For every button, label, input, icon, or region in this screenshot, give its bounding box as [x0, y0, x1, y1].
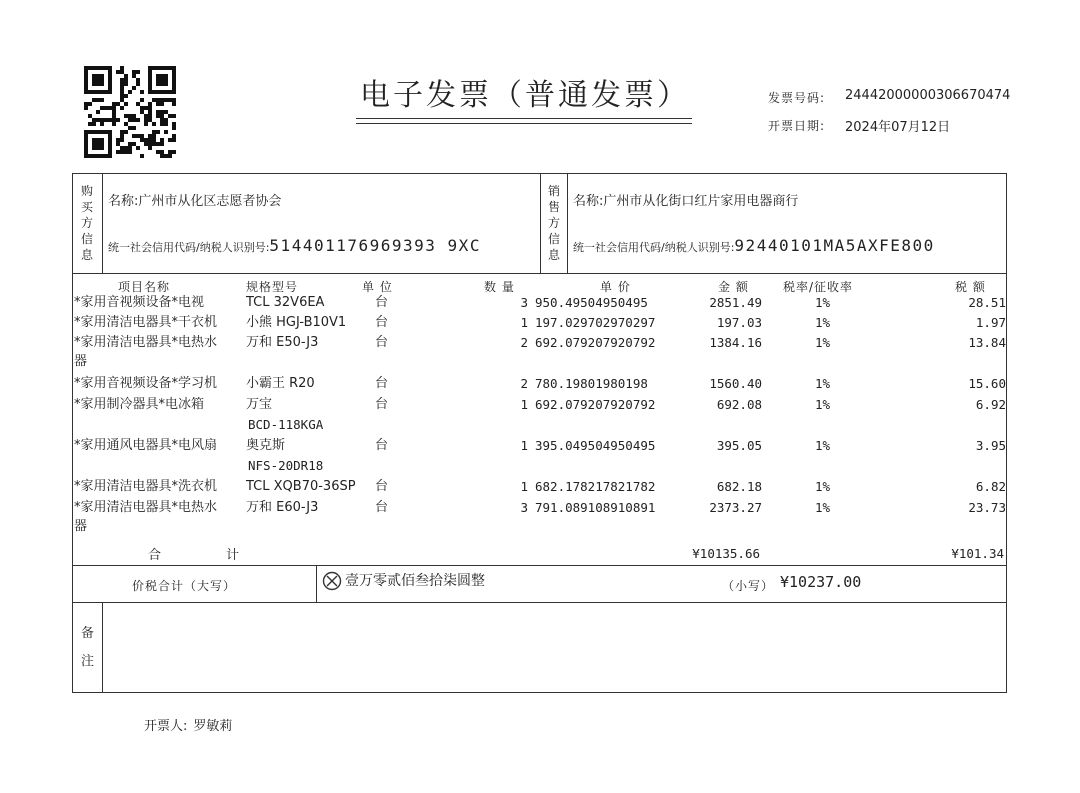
col-qty-header: 数 量 [484, 280, 515, 294]
party-divider [540, 173, 541, 273]
cross-circle-icon [322, 571, 342, 591]
issuer-row [144, 718, 232, 736]
item-price: 395.049504950495 [535, 438, 656, 453]
item-spec: 小霸王 R20 [246, 376, 315, 391]
item-price: 692.079207920792 [535, 335, 656, 350]
item-price: 197.029702970297 [535, 315, 656, 330]
remarks-label-a: 备 [81, 626, 95, 641]
grand-total-bottom-line [72, 602, 1007, 603]
buyer-side-label-char: 购 [80, 184, 93, 198]
seller-side-label-char: 售 [547, 200, 560, 214]
item-amount: 682.18 [716, 479, 762, 494]
item-spec: TCL 32V6EA [246, 295, 325, 310]
item-price: 791.089108910891 [535, 500, 656, 515]
seller-side-label-char: 息 [547, 248, 560, 262]
grand-total-words: 壹万零贰佰叁拾柒圆整 [345, 573, 485, 589]
buyer-side-label-char: 买 [80, 200, 93, 214]
seller-side-label [547, 184, 561, 264]
item-rate: 1% [815, 397, 831, 412]
seller-name: 广州市从化街口红片家用电器商行 [603, 194, 799, 209]
issue-date-label: 开票日期: [768, 119, 826, 133]
item-qty: 1 [520, 397, 528, 412]
totals-bottom-line [72, 565, 1007, 566]
title-underline-bottom [356, 123, 692, 124]
item-qty: 3 [520, 295, 528, 310]
item-tax: 3.95 [975, 438, 1006, 453]
item-price: 692.079207920792 [535, 397, 656, 412]
invoice-number: 24442000000306670474 [845, 88, 1011, 103]
item-price: 682.178217821782 [535, 479, 656, 494]
grand-total-divider [316, 565, 317, 602]
col-rate-header: 税率/征收率 [783, 280, 854, 294]
buyer-taxid-label: 统一社会信用代码/纳税人识别号: [108, 241, 270, 254]
item-rate: 1% [815, 295, 831, 310]
issue-date: 2024年07月12日 [845, 120, 951, 135]
item-unit: 台 [375, 438, 389, 453]
item-rate: 1% [815, 438, 831, 453]
item-spec: 奥克斯 [246, 438, 286, 453]
item-spec: 小熊 HGJ-B10V1 [246, 315, 347, 330]
item-amount: 1384.16 [709, 335, 762, 350]
seller-taxid-row [573, 236, 935, 255]
item-spec-wrap: BCD-118KGA [248, 417, 324, 432]
title-underline-top [356, 118, 692, 119]
buyer-side-label-char: 信 [80, 232, 93, 246]
item-qty: 1 [520, 479, 528, 494]
item-tax: 13.84 [968, 335, 1006, 350]
item-tax: 1.97 [975, 315, 1006, 330]
item-qty: 2 [520, 376, 528, 391]
col-item-header: 项目名称 [118, 280, 171, 294]
item-name: *家用音视频设备*学习机 [74, 376, 218, 391]
item-amount: 2373.27 [709, 500, 762, 515]
item-spec-wrap: NFS-20DR18 [248, 458, 324, 473]
seller-label-divider [567, 173, 568, 273]
seller-name-row [573, 190, 798, 209]
item-unit: 台 [375, 397, 389, 412]
item-unit: 台 [375, 295, 389, 310]
item-unit: 台 [375, 315, 389, 330]
item-rate: 1% [815, 376, 831, 391]
grand-total-small-label: （小写） [722, 579, 775, 593]
buyer-name-label: 名称: [108, 194, 139, 209]
item-name-wrap: 器 [74, 519, 88, 534]
col-tax-header: 税 额 [955, 280, 986, 294]
buyer-side-label-char: 息 [80, 248, 93, 262]
seller-side-label-char: 销 [547, 184, 560, 198]
buyer-taxid-row [108, 236, 481, 255]
item-tax: 15.60 [968, 376, 1006, 391]
invoice-number-label: 发票号码: [768, 91, 826, 105]
buyer-name: 广州市从化区志愿者协会 [138, 194, 282, 209]
item-amount: 2851.49 [709, 295, 762, 310]
item-spec: 万和 E60-J3 [246, 500, 319, 515]
item-price: 950.49504950495 [535, 295, 648, 310]
totals-tax: ¥101.34 [951, 546, 1004, 561]
item-unit: 台 [375, 500, 389, 515]
item-rate: 1% [815, 335, 831, 350]
item-amount: 1560.40 [709, 376, 762, 391]
item-name: *家用清洁电器具*电热水 [74, 335, 218, 350]
item-name: *家用清洁电器具*洗衣机 [74, 479, 218, 494]
remarks-label-b: 注 [81, 654, 95, 669]
item-tax: 28.51 [968, 295, 1006, 310]
item-name: *家用清洁电器具*干衣机 [74, 315, 218, 330]
col-unit-header: 单 位 [362, 280, 393, 294]
item-tax: 6.82 [975, 479, 1006, 494]
item-qty: 3 [520, 500, 528, 515]
invoice-title: 电子发票（普通发票） [360, 78, 690, 113]
seller-side-label-char: 信 [547, 232, 560, 246]
col-amount-header: 金 额 [718, 280, 749, 294]
item-spec: 万宝 [246, 397, 273, 412]
col-spec-header: 规格型号 [246, 280, 299, 294]
seller-side-label-char: 方 [547, 216, 560, 230]
item-qty: 2 [520, 335, 528, 350]
item-unit: 台 [375, 335, 389, 350]
party-bottom-line [72, 273, 1007, 274]
item-price: 780.19801980198 [535, 376, 648, 391]
item-amount: 197.03 [716, 315, 762, 330]
totals-label-a: 合 [148, 548, 162, 563]
item-unit: 台 [375, 376, 389, 391]
seller-taxid: 92440101MA5AXFE800 [734, 236, 935, 255]
item-name-wrap: 器 [74, 354, 88, 369]
item-amount: 395.05 [716, 438, 762, 453]
item-rate: 1% [815, 479, 831, 494]
seller-taxid-label: 统一社会信用代码/纳税人识别号: [573, 241, 735, 254]
item-name: *家用音视频设备*电视 [74, 295, 205, 310]
item-qty: 1 [520, 438, 528, 453]
item-unit: 台 [375, 479, 389, 494]
item-name: *家用制冷器具*电冰箱 [74, 397, 205, 412]
item-spec: 万和 E50-J3 [246, 335, 319, 350]
item-qty: 1 [520, 315, 528, 330]
buyer-taxid: 514401176969393 9XC [269, 236, 481, 255]
item-amount: 692.08 [716, 397, 762, 412]
seller-name-label: 名称: [573, 194, 604, 209]
issuer-name: 罗敏莉 [193, 719, 233, 734]
totals-amount: ¥10135.66 [692, 546, 760, 561]
grand-total-small: ¥10237.00 [780, 573, 862, 591]
item-spec: TCL XQB70-36SP [246, 479, 356, 494]
grand-total-label: 价税合计（大写） [132, 579, 237, 593]
issuer-label: 开票人: [144, 719, 188, 734]
qr-code [84, 66, 176, 158]
item-name: *家用通风电器具*电风扇 [74, 438, 218, 453]
item-tax: 23.73 [968, 500, 1006, 515]
buyer-name-row [108, 190, 281, 209]
buyer-side-label-char: 方 [80, 216, 93, 230]
item-tax: 6.92 [975, 397, 1006, 412]
totals-label-b: 计 [226, 548, 240, 563]
remarks-divider [102, 602, 103, 693]
buyer-label-divider [102, 173, 103, 273]
item-name: *家用清洁电器具*电热水 [74, 500, 218, 515]
col-price-header: 单 价 [600, 280, 631, 294]
buyer-side-label [80, 184, 94, 264]
item-rate: 1% [815, 315, 831, 330]
item-rate: 1% [815, 500, 831, 515]
